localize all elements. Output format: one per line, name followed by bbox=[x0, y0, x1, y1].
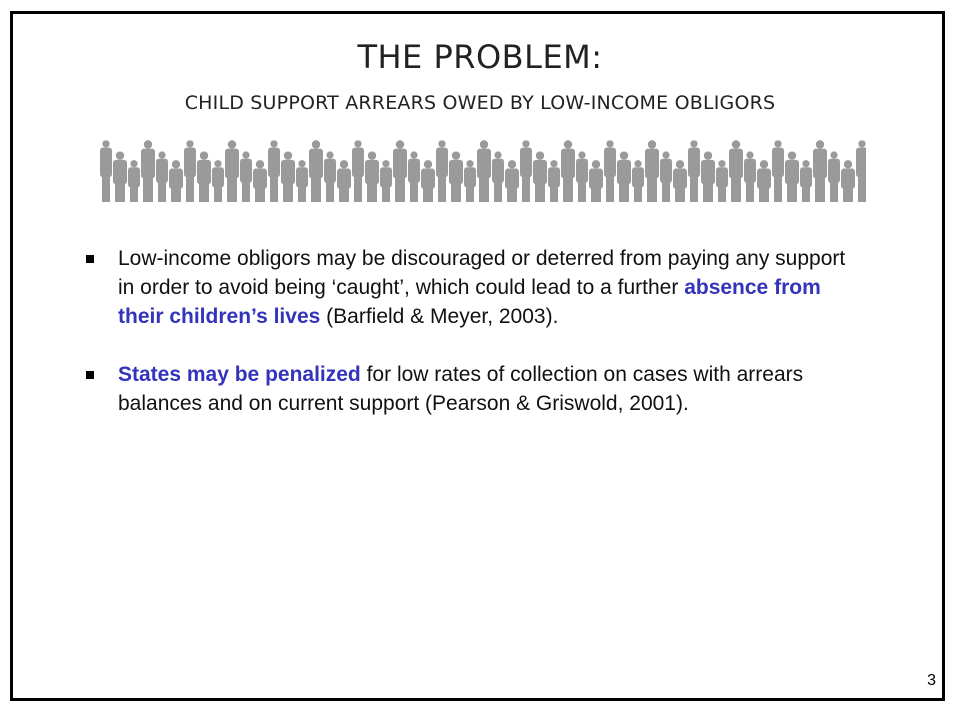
bullet-text-after: (Barfield & Meyer, 2003). bbox=[320, 305, 559, 328]
crowd-silhouette-icon bbox=[96, 136, 866, 204]
bullet-text-after: for low rates of collection on cases with arrears balances and on current support (Pearson & Griswold, 2001). bbox=[118, 363, 804, 415]
bullet-highlight: absence from their children’s lives bbox=[118, 276, 821, 328]
page-number: 3 bbox=[927, 672, 936, 689]
square-bullet-icon bbox=[86, 371, 94, 379]
square-bullet-icon bbox=[86, 255, 94, 263]
bullet-text: Low-income obligors may be discouraged or deterred from paying any support in order to avoid being ‘caught’, which could lead to a further bbox=[118, 247, 846, 299]
bullet-item bbox=[82, 244, 862, 331]
slide-title: THE PROBLEM: bbox=[357, 38, 603, 76]
bullet-highlight: States may be penalized bbox=[118, 363, 361, 386]
slide-subtitle: CHILD SUPPORT ARREARS OWED BY LOW-INCOME OBLIGORS bbox=[184, 92, 776, 114]
bullet-item bbox=[82, 360, 862, 418]
bullet-list bbox=[82, 244, 862, 447]
